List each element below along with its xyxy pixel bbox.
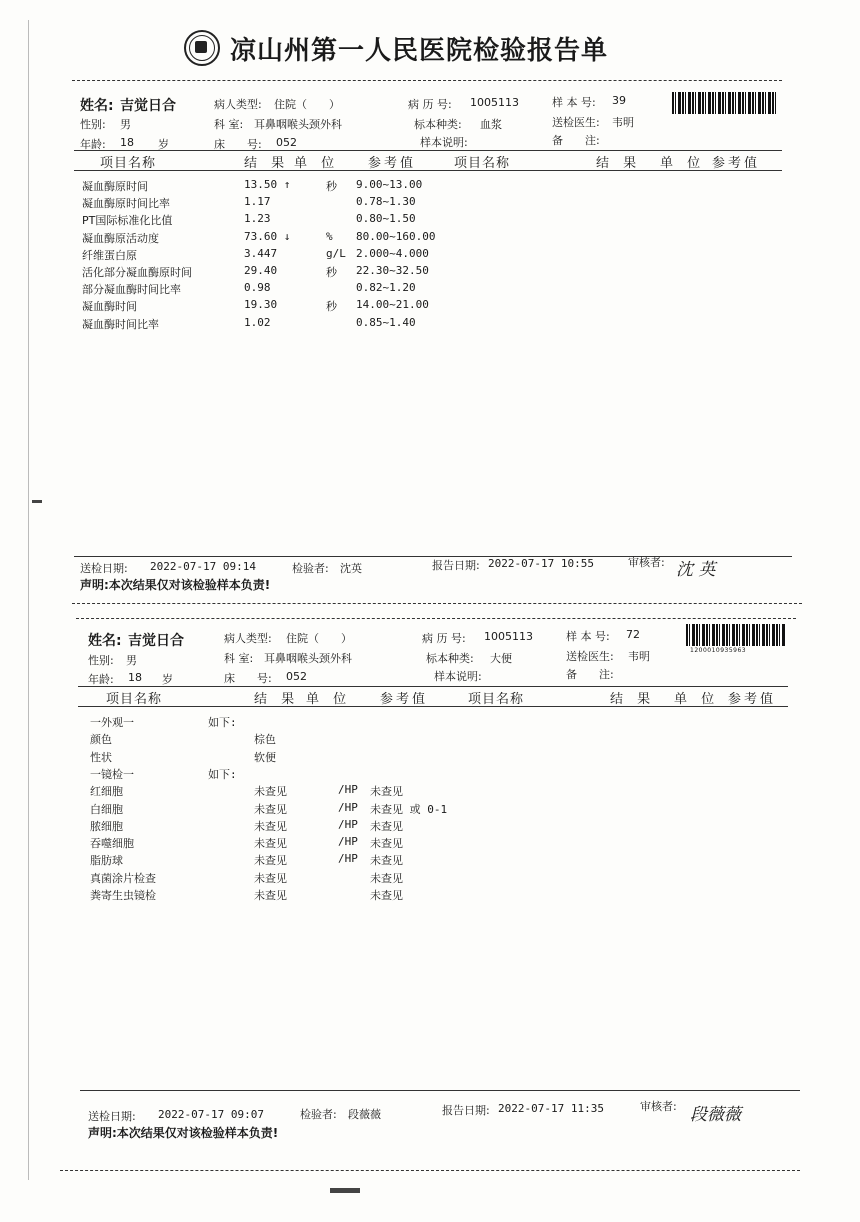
send-date-label: 送检日期:	[88, 1110, 136, 1123]
result-value: 未查见	[254, 785, 287, 799]
reference-range: 未查见	[370, 837, 403, 851]
report-date-label: 报告日期:	[432, 559, 480, 572]
patient-age: 18	[128, 671, 142, 684]
tester-label: 检验者:	[300, 1108, 337, 1121]
patient-type-label: 病人类型:	[224, 632, 272, 645]
item-name: 脓细胞	[90, 819, 123, 833]
patient-type-label: 病人类型:	[214, 98, 262, 111]
col-result: 结 果	[254, 692, 300, 707]
result-value: 如下:	[208, 716, 237, 729]
result-value: 29.40	[244, 264, 278, 277]
result-value: 19.30	[244, 298, 278, 312]
reviewer-label: 审核者:	[640, 1100, 677, 1113]
col-unit: 单 位	[306, 692, 352, 707]
result-value: 未查见	[254, 802, 287, 816]
specimen-note-label: 样本说明:	[420, 136, 468, 149]
result-value: 1.02	[244, 315, 271, 329]
sample-no-label: 样 本 号:	[566, 630, 610, 643]
bed: 052	[286, 670, 307, 683]
reviewer-signature: 段薇薇	[690, 1105, 741, 1125]
report-date-label: 报告日期:	[442, 1104, 490, 1117]
bed: 052	[276, 136, 297, 149]
record-label: 病 历 号:	[408, 98, 452, 111]
reference-range: 未查见	[370, 854, 403, 868]
patient-type: 住院（ ）	[286, 632, 352, 645]
col-item-name: 项目名称	[100, 156, 157, 171]
item-name: 一外观一	[90, 716, 134, 729]
result-value: 软便	[254, 750, 276, 764]
table-row	[0, 887, 860, 903]
item-name: 凝血酶原时间	[82, 180, 148, 193]
unit-value: 秒	[326, 180, 337, 193]
result-value: 73.60 ↓	[244, 229, 291, 243]
send-date: 2022-07-17 09:07	[158, 1108, 264, 1121]
bed-label: 床 号:	[214, 138, 262, 151]
col-ref: 参考值	[380, 692, 429, 707]
table-row	[0, 818, 860, 834]
table-row	[0, 766, 860, 782]
disclaimer: 声明:本次结果仅对该检验样本负责!	[80, 578, 271, 592]
specimen-type-label: 标本种类:	[426, 652, 474, 665]
item-name: 一镜检一	[90, 767, 134, 781]
unit-value: 秒	[326, 300, 337, 314]
item-name: 吞噬细胞	[90, 837, 134, 851]
age-unit: 岁	[158, 138, 169, 151]
col-unit-2: 单 位	[674, 692, 720, 707]
disclaimer: 声明:本次结果仅对该检验样本负责!	[88, 1126, 279, 1140]
bed-label: 床 号:	[224, 672, 272, 685]
reference-range: 80.00~160.00	[356, 229, 436, 243]
reference-range: 0.78~1.30	[356, 195, 416, 209]
reference-range: 未查见	[370, 871, 403, 885]
doctor-label: 送检医生:	[552, 116, 600, 129]
reference-range: 0.80~1.50	[356, 212, 416, 226]
record-no: 1005113	[470, 96, 519, 109]
age-unit: 岁	[162, 673, 173, 686]
unit-value: 秒	[326, 266, 337, 279]
unit-value: /HP	[338, 852, 358, 866]
table-row	[0, 749, 860, 765]
table-row	[0, 835, 860, 851]
reference-range: 9.00~13.00	[356, 178, 423, 191]
table-row	[0, 783, 860, 799]
result-value: 未查见	[254, 837, 287, 851]
barcode-number: 1200010935963	[690, 647, 747, 654]
specimen-type: 血浆	[480, 118, 502, 131]
specimen-note-label: 样本说明:	[434, 670, 482, 683]
tester: 段薇薇	[348, 1108, 381, 1121]
barcode-icon	[686, 624, 786, 646]
unit-value: /HP	[338, 835, 358, 849]
dept: 耳鼻咽喉头颈外科	[264, 652, 352, 665]
item-name: 纤维蛋白原	[82, 248, 137, 262]
dept-label: 科 室:	[214, 118, 244, 131]
result-value: 1.17	[244, 195, 271, 209]
col-ref-2: 参考值	[728, 692, 777, 707]
col-unit: 单 位	[294, 156, 340, 171]
item-name: 性状	[90, 750, 112, 764]
reference-range: 22.30~32.50	[356, 264, 429, 277]
reference-range: 2.000~4.000	[356, 246, 429, 260]
send-date: 2022-07-17 09:14	[150, 560, 256, 573]
report-date: 2022-07-17 10:55	[488, 557, 594, 570]
sample-no-label: 样 本 号:	[552, 96, 596, 109]
unit-value: /HP	[338, 817, 358, 831]
item-name: 凝血酶时间比率	[82, 317, 159, 331]
item-name: 粪寄生虫镜检	[90, 889, 156, 902]
remark-label: 备 注:	[552, 134, 600, 147]
reviewer-signature: 沈 英	[676, 560, 716, 580]
remark-label: 备 注:	[566, 668, 614, 681]
col-result: 结 果	[244, 156, 290, 171]
col-ref: 参考值	[368, 156, 417, 171]
reference-range: 0.82~1.20	[356, 281, 416, 295]
doctor: 韦明	[612, 116, 634, 129]
unit-value: %	[326, 229, 333, 243]
header-top-line	[78, 686, 788, 687]
record-label: 病 历 号:	[422, 632, 466, 645]
patient-sex: 男	[126, 654, 137, 667]
item-name: PT国际标准化比值	[82, 214, 173, 228]
result-value: 未查见	[254, 871, 287, 885]
patient-sex: 男	[120, 118, 131, 131]
send-date-label: 送检日期:	[80, 562, 128, 575]
dept: 耳鼻咽喉头颈外科	[254, 118, 342, 131]
item-name: 真菌涂片检查	[90, 871, 156, 885]
top-divider-2	[76, 618, 796, 619]
col-item-name: 项目名称	[106, 692, 163, 707]
result-value: 未查见	[254, 889, 287, 902]
doctor: 韦明	[628, 650, 650, 663]
scan-mark	[32, 500, 42, 503]
table-row	[0, 801, 860, 817]
sample-no: 39	[612, 94, 626, 107]
header-bottom-line	[78, 706, 788, 707]
tester: 沈英	[340, 562, 362, 575]
age-label: 年龄:	[80, 138, 106, 151]
footer-line	[80, 1090, 800, 1091]
unit-value: /HP	[338, 800, 358, 814]
specimen-type: 大便	[490, 652, 512, 665]
result-value: 棕色	[254, 733, 276, 747]
col-result-2: 结 果	[610, 692, 656, 707]
col-item-name-2: 项目名称	[454, 156, 511, 171]
item-name: 颜色	[90, 733, 112, 747]
patient-type: 住院（ ）	[274, 98, 340, 111]
col-unit-2: 单 位	[660, 156, 706, 171]
item-name: 红细胞	[90, 785, 123, 799]
table-row	[0, 852, 860, 868]
table-row	[0, 870, 860, 886]
doctor-label: 送检医生:	[566, 650, 614, 663]
scan-edge	[28, 20, 29, 1180]
result-value: 1.23	[244, 212, 271, 226]
name-label: 姓名:	[88, 633, 122, 649]
table-row	[0, 731, 860, 747]
item-name: 白细胞	[90, 802, 123, 816]
reference-range: 未查见	[370, 785, 403, 799]
scan-mark	[330, 1188, 360, 1193]
item-name: 活化部分凝血酶原时间	[82, 266, 192, 279]
item-name: 凝血酶原活动度	[82, 231, 159, 245]
result-value: 未查见	[254, 854, 287, 868]
dept-label: 科 室:	[224, 652, 254, 665]
result-value: 未查见	[254, 819, 287, 833]
item-name: 脂肪球	[90, 854, 123, 868]
result-value: 0.98	[244, 281, 271, 295]
tester-label: 检验者:	[292, 562, 329, 575]
report-date: 2022-07-17 11:35	[498, 1102, 604, 1115]
record-no: 1005113	[484, 630, 533, 643]
patient-age: 18	[120, 136, 134, 149]
sample-no: 72	[626, 628, 640, 641]
reference-range: 未查见 或 0-1	[370, 802, 448, 816]
item-name: 凝血酶时间	[82, 300, 137, 314]
reviewer-label: 审核者:	[628, 556, 665, 569]
col-result-2: 结 果	[596, 156, 642, 171]
item-name: 部分凝血酶时间比率	[82, 283, 181, 297]
table-row	[0, 714, 860, 730]
bottom-scan-line	[60, 1170, 800, 1171]
page-title: 凉山州第一人民医院检验报告单	[230, 36, 609, 66]
reference-range: 14.00~21.00	[356, 298, 429, 312]
reference-range: 0.85~1.40	[356, 315, 416, 329]
name-label: 姓名:	[80, 98, 114, 114]
patient-name: 吉觉日合	[120, 98, 176, 114]
result-value: 3.447	[244, 246, 278, 260]
patient-name: 吉觉日合	[128, 633, 184, 649]
reference-range: 未查见	[370, 889, 403, 902]
sex-label: 性别:	[80, 118, 106, 131]
specimen-type-label: 标本种类:	[414, 118, 462, 131]
result-value: 如下:	[208, 767, 237, 781]
age-label: 年龄:	[88, 673, 114, 686]
result-value: 13.50 ↑	[244, 178, 291, 191]
sex-label: 性别:	[88, 654, 114, 667]
col-ref-2: 参考值	[712, 156, 761, 171]
unit-value: g/L	[326, 246, 346, 260]
unit-value: /HP	[338, 783, 358, 797]
reference-range: 未查见	[370, 819, 403, 833]
col-item-name-2: 项目名称	[468, 692, 525, 707]
item-name: 凝血酶原时间比率	[82, 197, 170, 211]
